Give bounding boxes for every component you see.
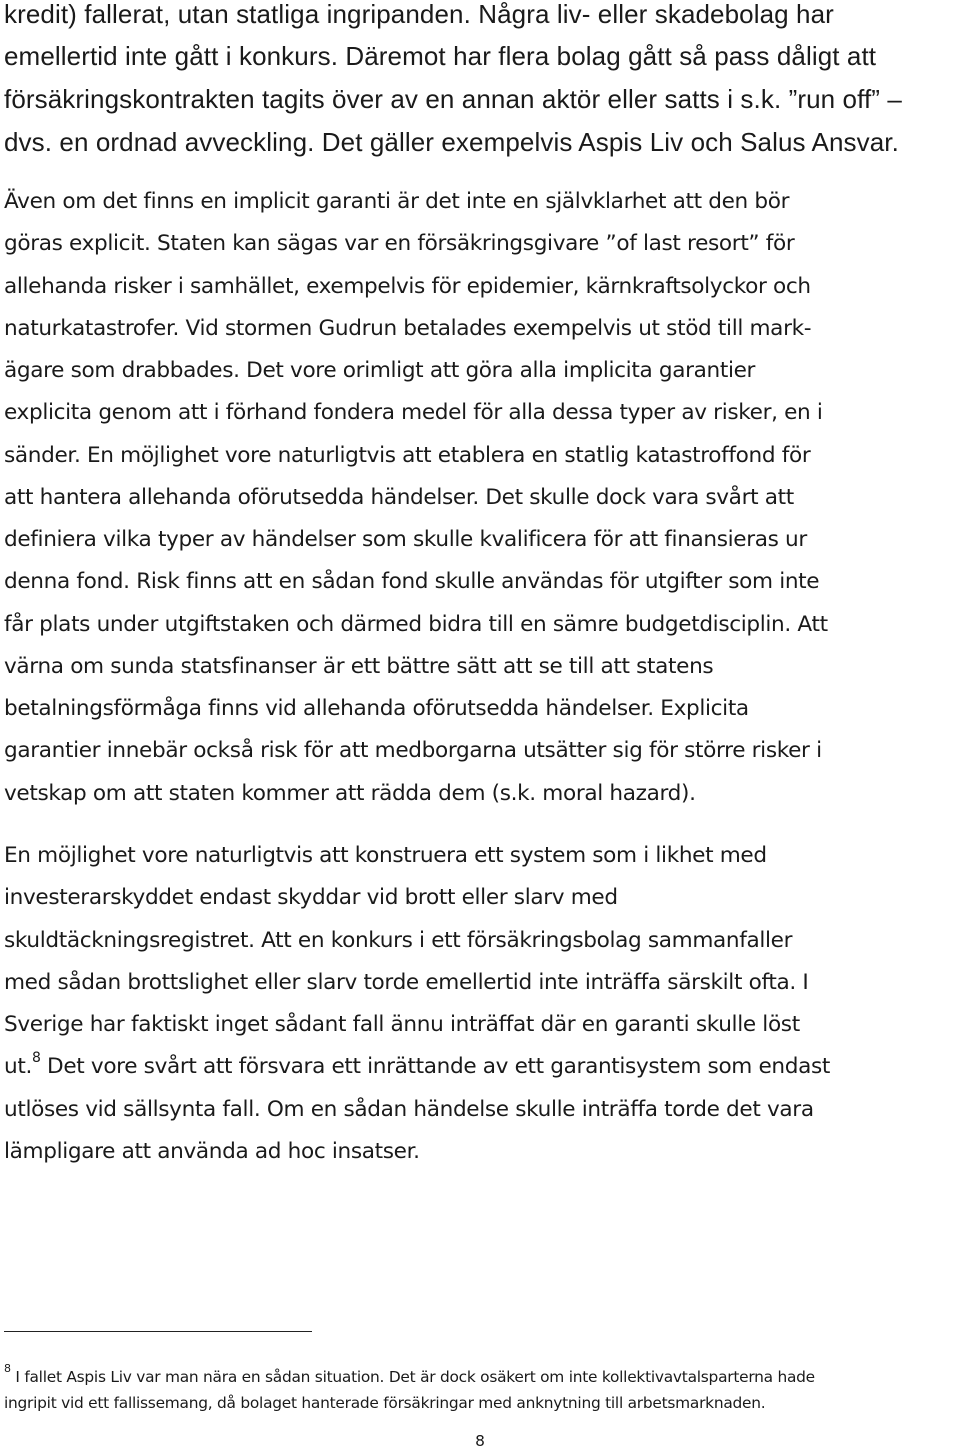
paragraph-2-line-1: Även om det finns en implicit garanti är det inte en självklarhet att den bör [4, 189, 790, 214]
footnote-separator [4, 1331, 312, 1332]
footnote-number: 8 [4, 1362, 11, 1375]
paragraph-2-line-9: definiera vilka typer av händelser som skulle kvalificera för att finansieras ur [4, 527, 807, 552]
paragraph-2-line-6: explicita genom att i förhand fondera medel för alla dessa typer av risker, en i [4, 400, 823, 425]
paragraph-1-line-3: försäkringskontrakten tagits över av en annan aktör eller satts i s.k. ”run off” – [4, 84, 902, 114]
paragraph-2-line-12: värna om sunda statsfinanser är ett bättre sätt att se till att statens [4, 654, 714, 679]
paragraph-3-line-1: En möjlighet vore naturligtvis att konstruera ett system som i likhet med [4, 843, 767, 868]
paragraph-2-line-10: denna fond. Risk finns att en sådan fond skulle användas för utgifter som inte [4, 569, 820, 594]
paragraph-1-line-1: kredit) fallerat, utan statliga ingripanden. Några liv- eller skadebolag har [4, 0, 834, 29]
paragraph-1-line-4: dvs. en ordnad avveckling. Det gäller exempelvis Aspis Liv och Salus Ansvar. [4, 127, 899, 157]
paragraph-2-line-7: sänder. En möjlighet vore naturligtvis att etablera en statlig katastroffond för [4, 443, 811, 468]
paragraph-2-line-8: att hantera allehanda oförutsedda händelser. Det skulle dock vara svårt att [4, 485, 794, 510]
paragraph-3-line-6-start: ut. [4, 1054, 32, 1079]
paragraph-3-line-7: utlöses vid sällsynta fall. Om en sådan händelse skulle inträffa torde det vara [4, 1097, 814, 1122]
paragraph-3-line-5: Sverige har faktiskt inget sådant fall ännu inträffat där en garanti skulle löst [4, 1012, 800, 1037]
paragraph-2-line-14: garantier innebär också risk för att medborgarna utsätter sig för större risker i [4, 738, 822, 763]
paragraph-3-line-6-rest: Det vore svårt att försvara ett inrättande av ett garantisystem som endast [40, 1054, 831, 1079]
paragraph-2-line-4: naturkatastrofer. Vid stormen Gudrun betalades exempelvis ut stöd till mark- [4, 316, 812, 341]
paragraph-2-line-3: allehanda risker i samhället, exempelvis för epidemier, kärnkraftsolyckor och [4, 274, 811, 299]
paragraph-3-line-8: lämpligare att använda ad hoc insatser. [4, 1139, 420, 1164]
paragraph-3-line-2: investerarskyddet endast skyddar vid brott eller slarv med [4, 885, 618, 910]
footnote-ref-8[interactable]: 8 [31, 1050, 41, 1066]
page-number: 8 [475, 1432, 485, 1450]
paragraph-2-line-5: ägare som drabbades. Det vore orimligt att göra alla implicita garantier [4, 358, 756, 383]
footnote-text-1: I fallet Aspis Liv var man nära en sådan situation. Det är dock osäkert om inte kollektivavtalsparterna hade [10, 1368, 815, 1386]
footnote-line-2: ingripit vid ett fallissemang, då bolaget hanterade försäkringar med anknytning till arbetsmarknaden. [4, 1394, 766, 1412]
paragraph-2-line-2: göras explicit. Staten kan sägas var en försäkringsgivare ”of last resort” för [4, 231, 795, 256]
paragraph-3-line-4: med sådan brottslighet eller slarv torde emellertid inte inträffa särskilt ofta. I [4, 970, 809, 995]
paragraph-3-line-6 [4, 1050, 831, 1079]
paragraph-2-line-15: vetskap om att staten kommer att rädda dem (s.k. moral hazard). [4, 781, 696, 806]
footnote-line-1 [4, 1362, 815, 1386]
paragraph-2-line-11: får plats under utgiftstaken och därmed bidra till en sämre budgetdisciplin. Att [4, 612, 828, 637]
paragraph-2-line-13: betalningsförmåga finns vid allehanda oförutsedda händelser. Explicita [4, 696, 749, 721]
paragraph-1-line-2: emellertid inte gått i konkurs. Däremot har flera bolag gått så pass dåligt att [4, 41, 877, 71]
paragraph-3-line-3: skuldtäckningsregistret. Att en konkurs i ett försäkringsbolag sammanfaller [4, 928, 793, 953]
